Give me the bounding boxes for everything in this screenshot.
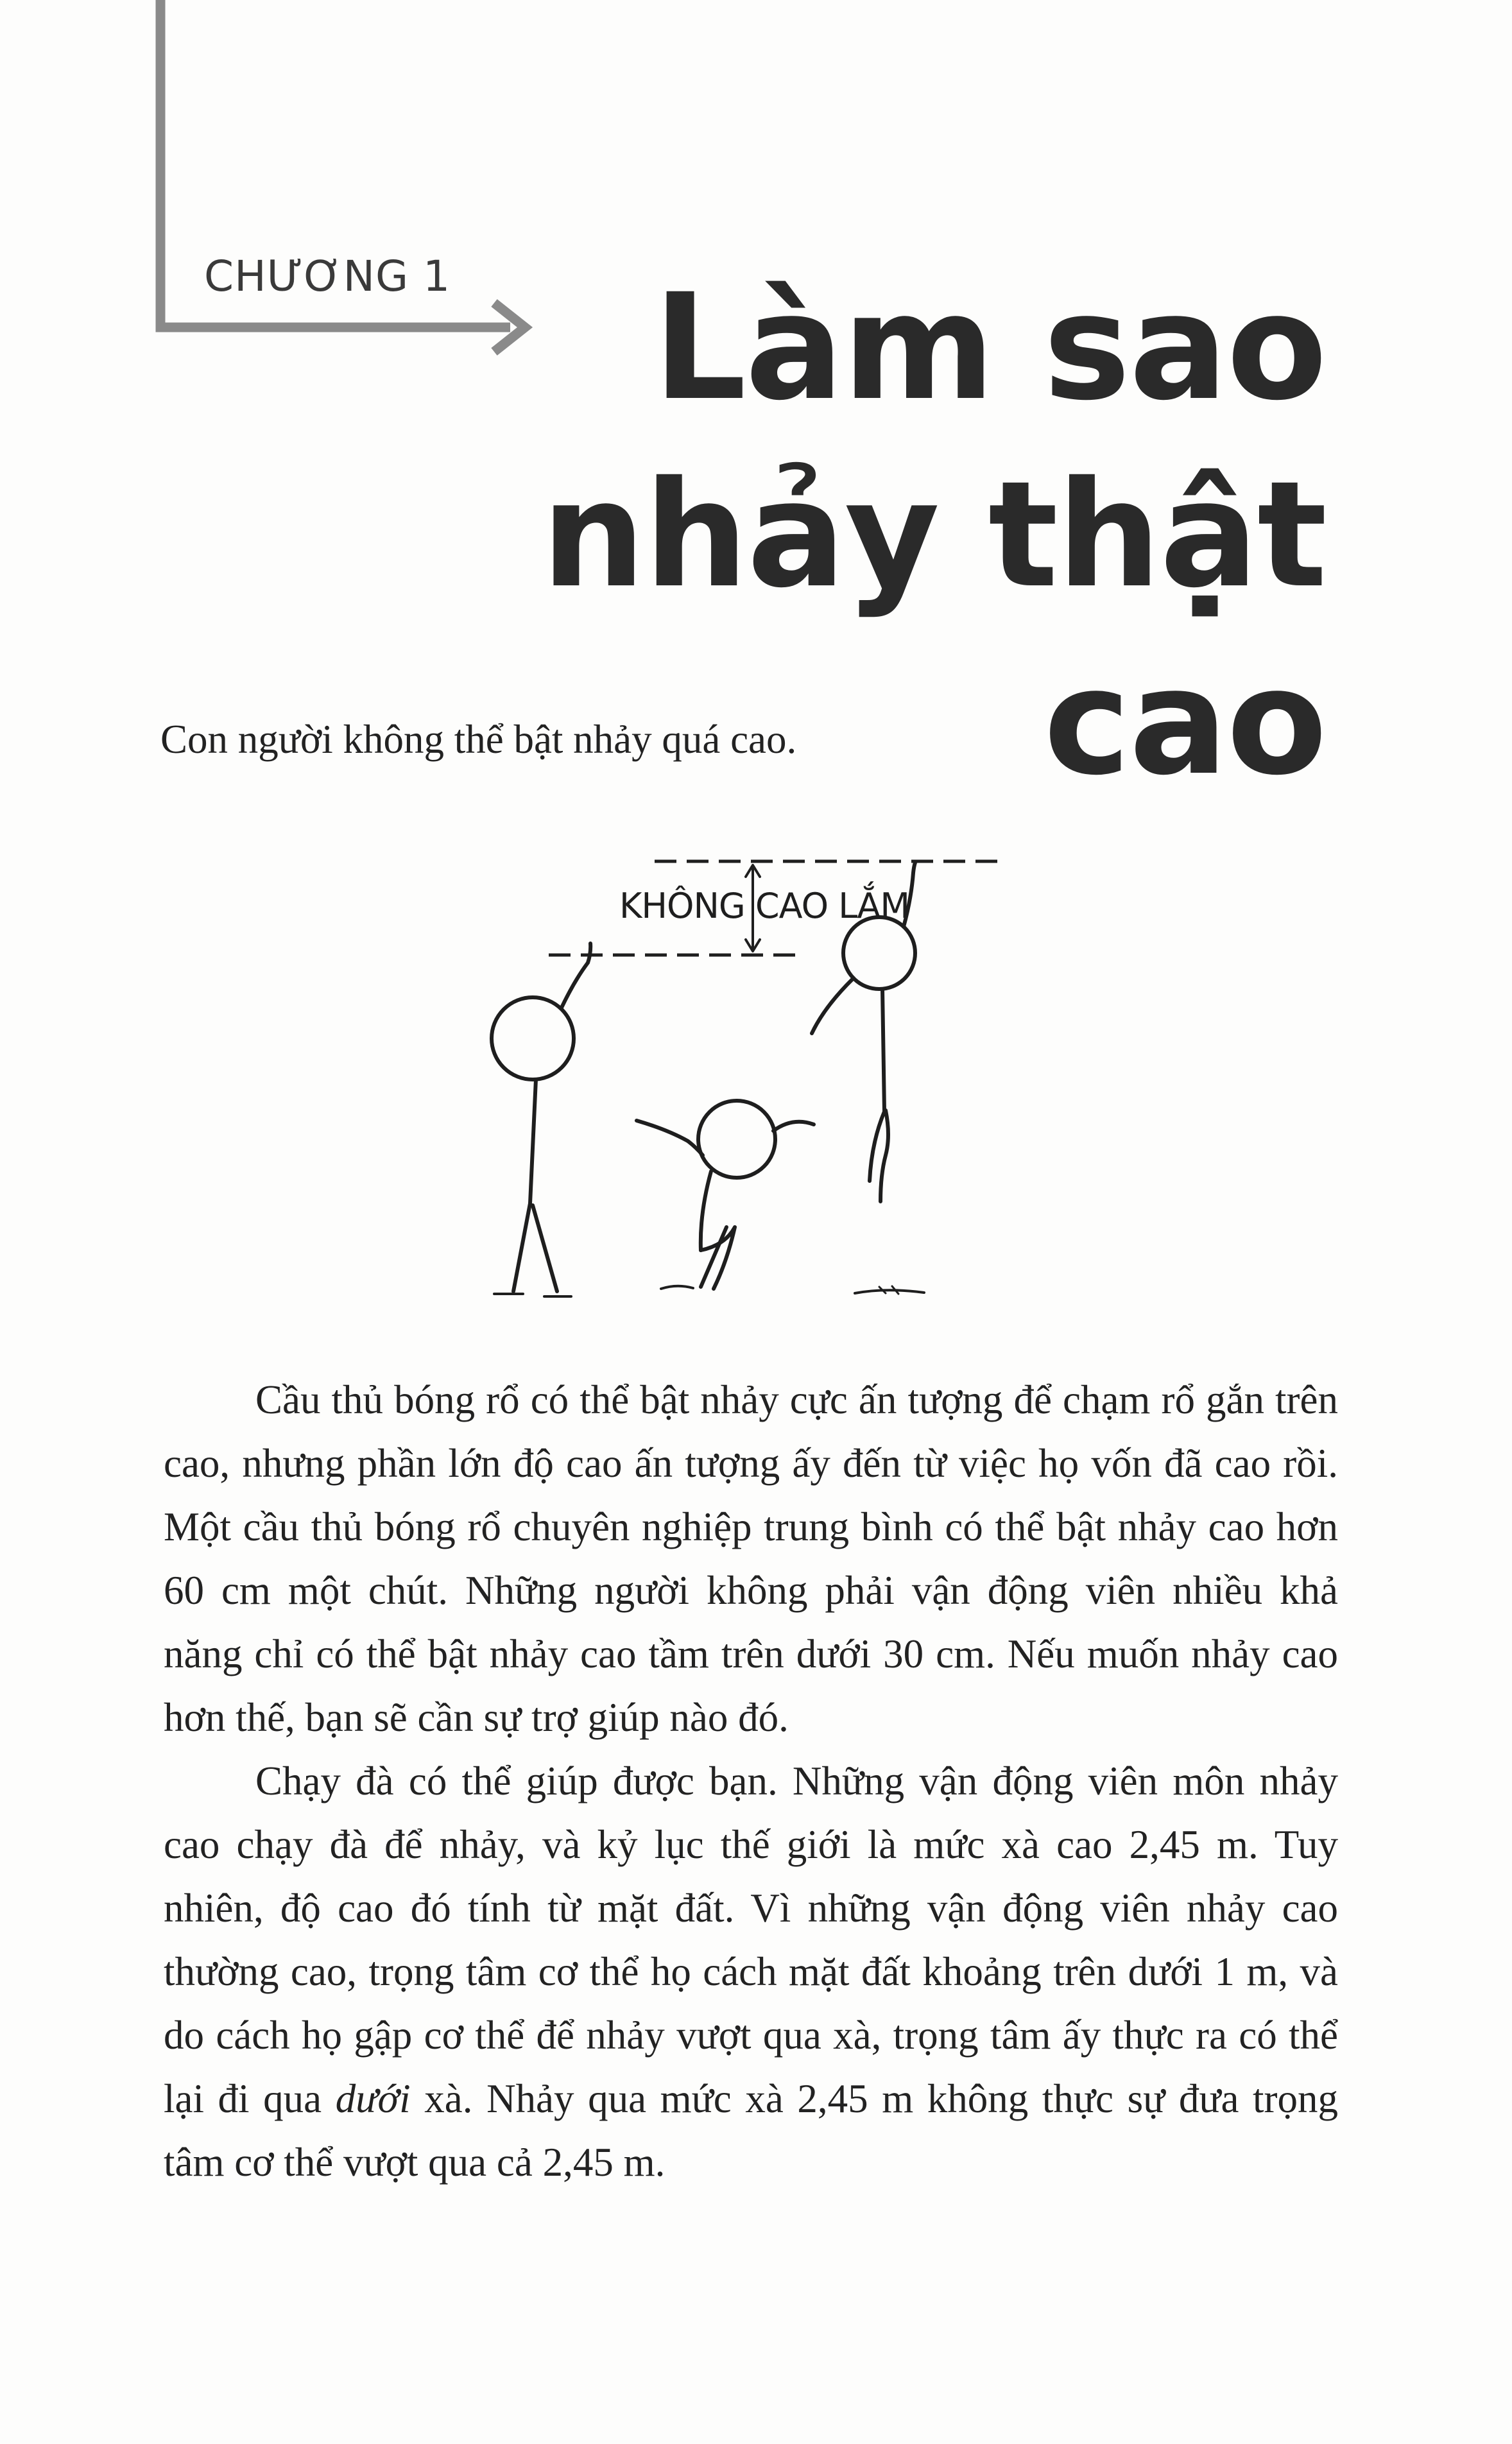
not-very-high-label: KHÔNG CAO LẮM — [619, 886, 909, 926]
stick-figure-illustration — [475, 834, 1040, 1322]
paragraph-2 — [164, 1750, 1338, 2194]
paragraph-1: Cầu thủ bóng rổ có thể bật nhảy cực ấn tượng để chạm rổ gắn trên cao, nhưng phần lớn độ cao ấn tượng ấy đến từ việc họ vốn đã cao rồi. Một cầu thủ bóng rổ chuyên nghiệp trung bình có thể bật nhảy cao hơn 60 cm một chút. Những người không phải vận động viên nhiều khả năng chỉ có thể bật nhảy cao tầm trên dưới 30 cm. Nếu muốn nhảy cao hơn thế, bạn sẽ cần sự trợ giúp nào đó. — [164, 1377, 1338, 1740]
crouching-figure — [637, 1101, 814, 1289]
intro-sentence: Con người không thể bật nhảy quá cao. — [160, 717, 797, 762]
standing-figure — [492, 943, 590, 1296]
chapter-title-line-2: nhảy thật cao — [541, 449, 1326, 807]
chapter-title-line-1: Làm sao — [653, 262, 1326, 433]
jumping-figure — [812, 863, 924, 1294]
paragraph-2-emphasis: dưới — [335, 2076, 411, 2121]
paragraph-2-text-before: Chạy đà có thể giúp được bạn. Những vận động viên môn nhảy cao chạy đà để nhảy, và kỷ lục thế giới là mức xà cao 2,45 m. Tuy nhiên, độ cao đó tính từ mặt đất. Vì những vận động viên nhảy cao thường cao, trọng tâm cơ thể họ cách mặt đất khoảng trên dưới 1 m, và do cách họ gập cơ thể để nhảy vượt qua xà, trọng tâm ấy thực ra có thể lại đi qua — [164, 1759, 1338, 2121]
body-text — [164, 1368, 1338, 2194]
chapter-label: CHƯƠNG 1 — [204, 252, 451, 301]
paragraph-2-text-after: xà. Nhảy qua mức xà 2,45 m không thực sự đưa trọng tâm cơ thể vượt qua cả 2,45 m. — [164, 2076, 1339, 2185]
